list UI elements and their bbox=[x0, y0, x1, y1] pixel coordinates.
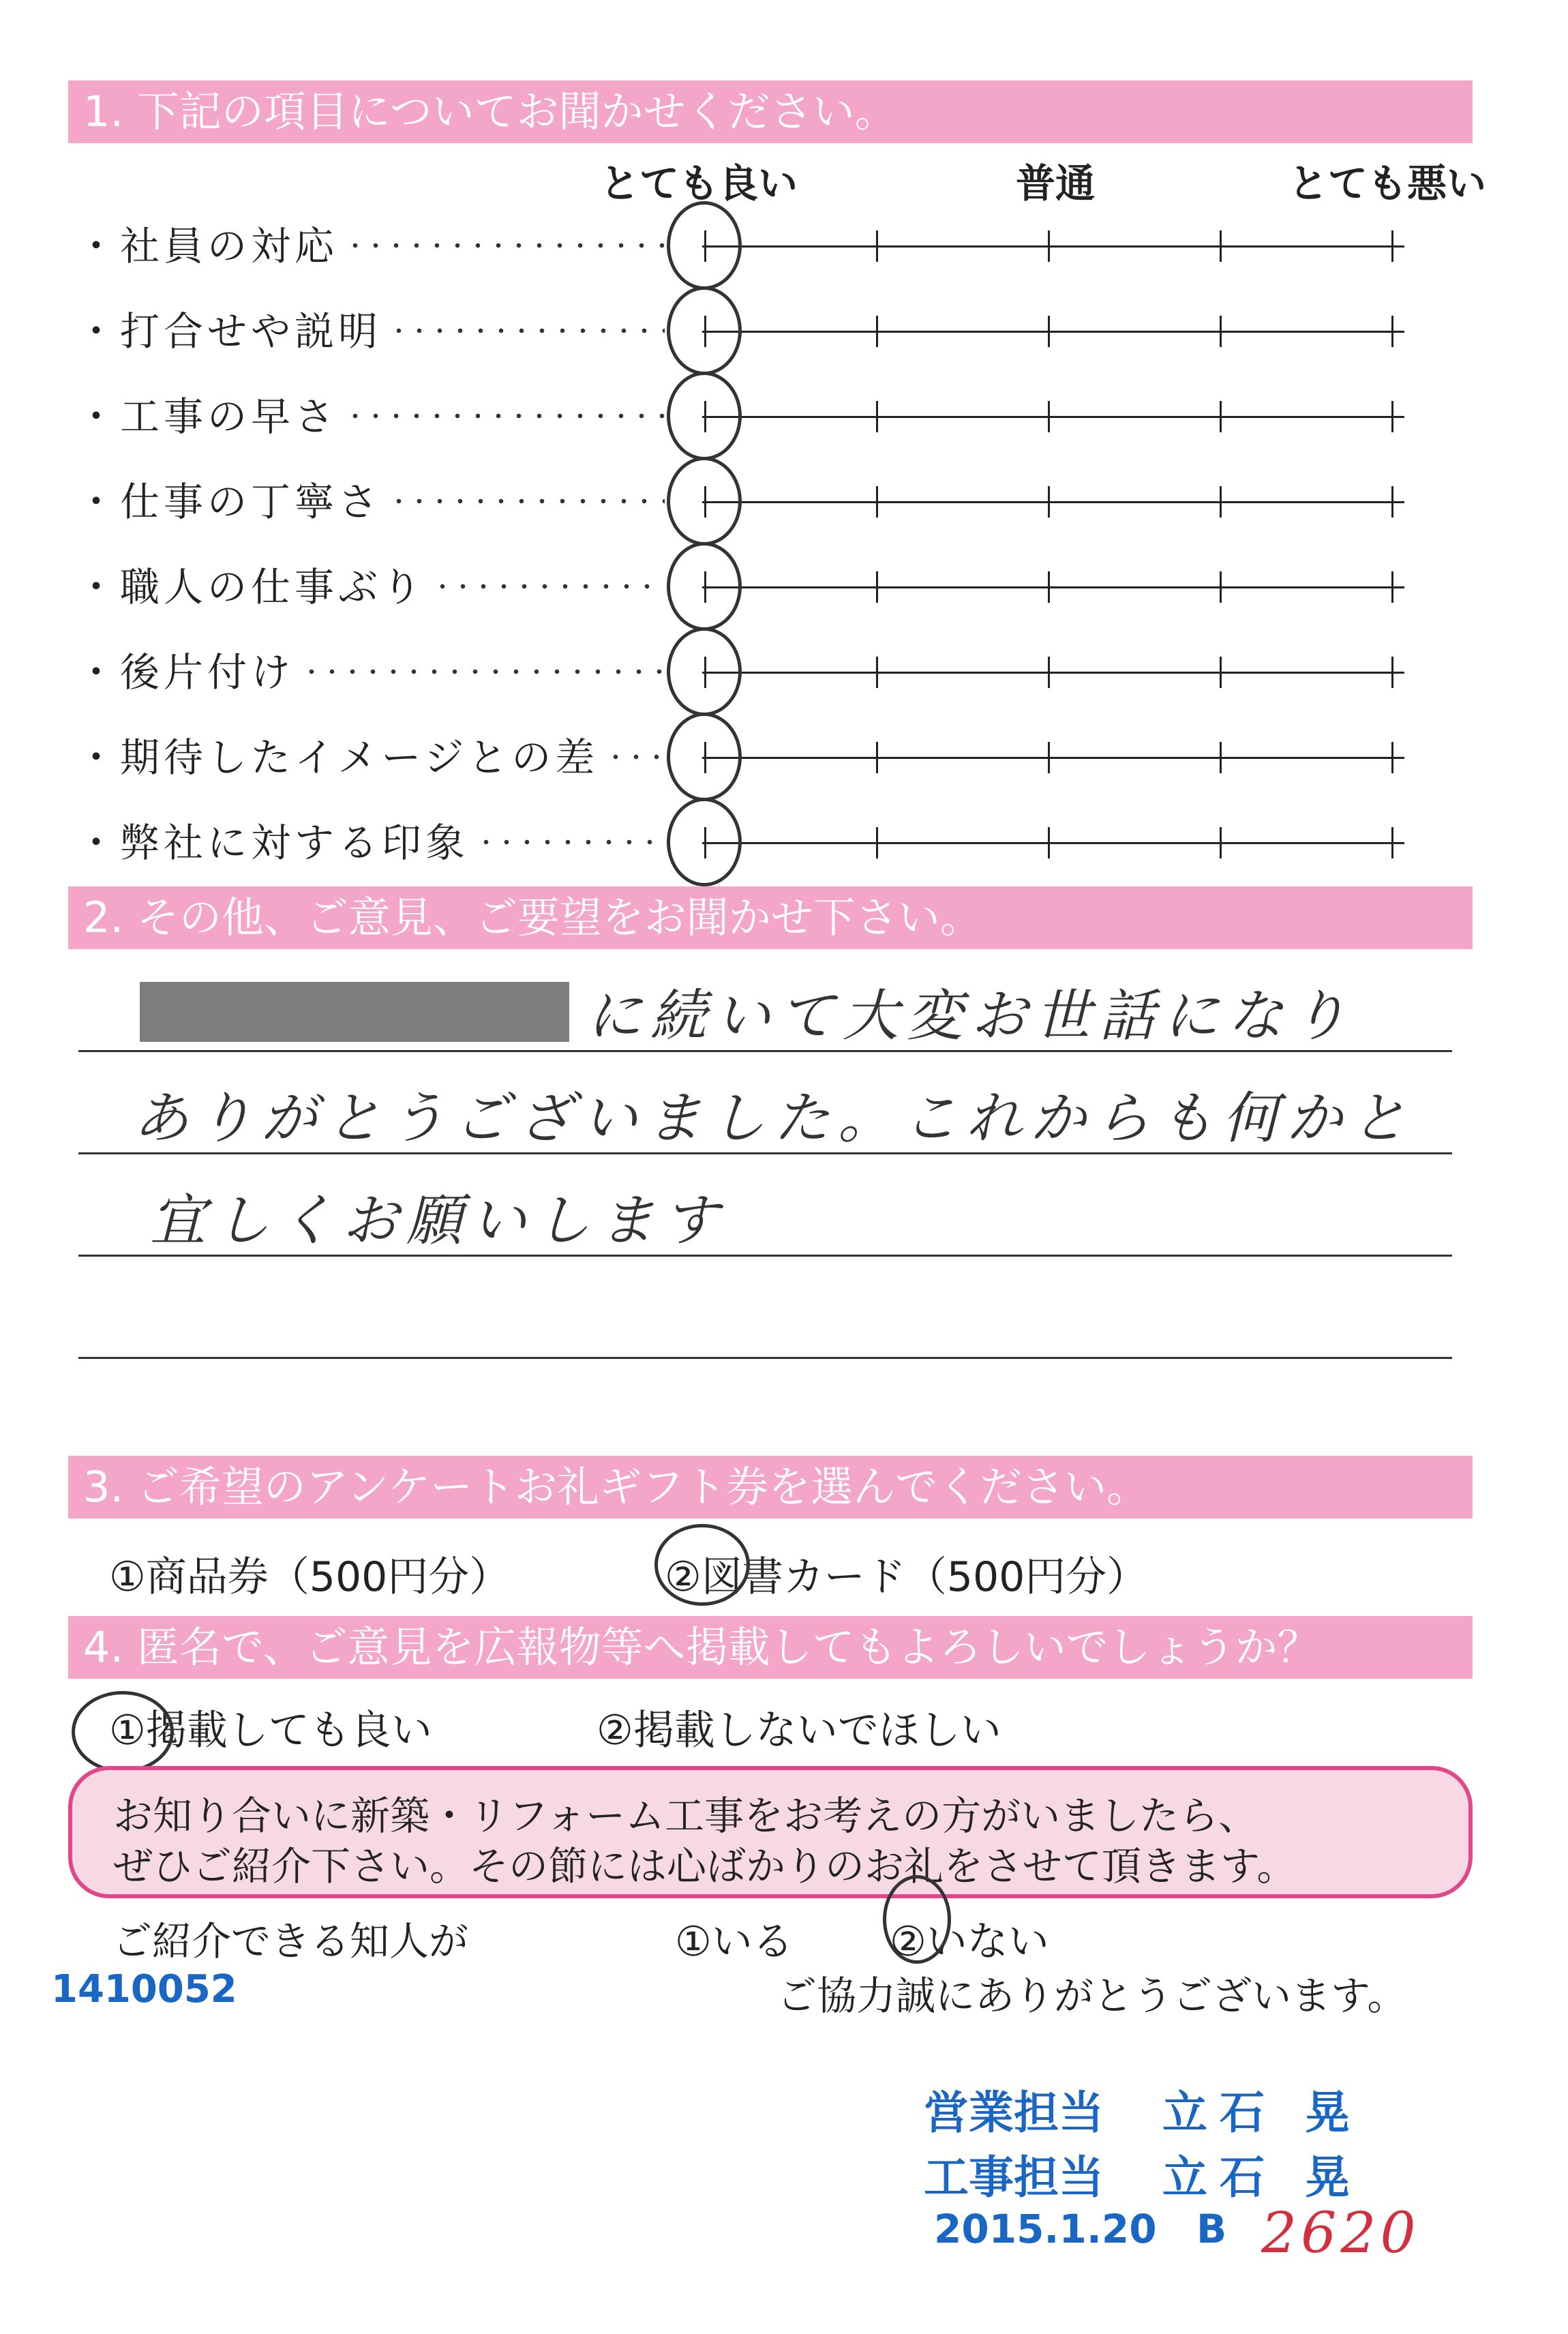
section1-heading: 1. 下記の項目についてお聞かせください。 bbox=[68, 80, 1473, 143]
answer-line bbox=[78, 1357, 1452, 1359]
leader-dots bbox=[476, 839, 665, 845]
rating-scale-line bbox=[702, 757, 1404, 759]
rating-option-4[interactable] bbox=[1220, 316, 1222, 347]
selection-circle-mark bbox=[667, 457, 742, 545]
selection-circle-mark bbox=[667, 372, 742, 460]
rating-option-3[interactable] bbox=[1048, 230, 1050, 262]
leader-dots bbox=[345, 413, 665, 419]
rating-option-4[interactable] bbox=[1220, 657, 1222, 688]
rating-option-2[interactable] bbox=[876, 571, 878, 603]
leader-dots bbox=[389, 498, 665, 504]
gift-option-merchandise[interactable]: ①商品券（500円分） bbox=[109, 1553, 511, 1601]
rating-option-5[interactable] bbox=[1391, 571, 1393, 603]
rating-option-2[interactable] bbox=[876, 827, 878, 858]
section2-heading: 2. その他、ご意見、ご要望をお聞かせ下さい。 bbox=[68, 886, 1473, 949]
rating-item-label: ・職人の仕事ぶり bbox=[76, 564, 426, 610]
leader-dots bbox=[432, 584, 665, 589]
rating-scale-line bbox=[702, 245, 1404, 248]
referral-option-no[interactable]: ②いない bbox=[890, 1918, 1049, 1966]
thanks-message: ご協力誠にありがとうございます。 bbox=[777, 1973, 1407, 2019]
grade-code: B bbox=[1196, 2206, 1227, 2252]
notice-line-1: お知り合いに新築・リフォーム工事をお考えの方がいましたら、 bbox=[113, 1793, 1258, 1839]
notice-line-2: ぜひご紹介下さい。その節には心ばかりのお礼をさせて頂きます。 bbox=[113, 1843, 1297, 1889]
leader-dots bbox=[605, 754, 665, 760]
redacted-name bbox=[140, 982, 569, 1042]
rating-item-label: ・期待したイメージとの差 bbox=[76, 734, 599, 781]
publish-option-no[interactable]: ②掲載しないでほしい bbox=[597, 1707, 1001, 1754]
rating-item-label: ・弊社に対する印象 bbox=[76, 820, 470, 866]
rating-option-3[interactable] bbox=[1048, 571, 1050, 603]
scale-label-best: とても良い bbox=[600, 160, 798, 207]
rating-option-5[interactable] bbox=[1391, 827, 1393, 858]
rating-option-5[interactable] bbox=[1391, 230, 1393, 262]
rating-item-label: ・打合せや説明 bbox=[76, 308, 382, 355]
rating-item-label: ・社員の対応 bbox=[76, 223, 339, 269]
rating-option-5[interactable] bbox=[1391, 316, 1393, 347]
handwritten-comment-line2: ありがとうございました。これからも何かと bbox=[133, 1086, 1415, 1151]
leader-dots bbox=[301, 669, 665, 674]
leader-dots bbox=[345, 243, 665, 248]
rating-item-label: ・仕事の丁寧さ bbox=[76, 479, 382, 525]
selection-circle-mark bbox=[72, 1691, 174, 1773]
selection-circle-mark bbox=[883, 1875, 951, 1964]
rating-scale-line bbox=[702, 501, 1404, 503]
construction-staff-label: 工事担当 bbox=[924, 2151, 1104, 2204]
rating-option-3[interactable] bbox=[1048, 316, 1050, 347]
selection-circle-mark bbox=[667, 542, 742, 631]
rating-option-4[interactable] bbox=[1220, 571, 1222, 603]
referral-notice bbox=[68, 1766, 1473, 1898]
rating-scale-line bbox=[702, 416, 1404, 418]
selection-circle-mark bbox=[667, 798, 742, 886]
selection-circle-mark bbox=[667, 286, 742, 375]
rating-option-4[interactable] bbox=[1220, 486, 1222, 518]
publish-option-ok[interactable]: ①掲載しても良い bbox=[109, 1707, 432, 1754]
rating-option-2[interactable] bbox=[876, 230, 878, 262]
rating-option-4[interactable] bbox=[1220, 230, 1222, 262]
rating-option-5[interactable] bbox=[1391, 401, 1393, 432]
rating-option-5[interactable] bbox=[1391, 742, 1393, 773]
section3-heading: 3. ご希望のアンケートお礼ギフト券を選んでください。 bbox=[68, 1456, 1473, 1518]
handwritten-comment-line3: 宜しくお願いします bbox=[150, 1188, 727, 1253]
rating-option-5[interactable] bbox=[1391, 657, 1393, 688]
rating-scale-line bbox=[702, 586, 1404, 588]
rating-option-3[interactable] bbox=[1048, 742, 1050, 773]
rating-option-2[interactable] bbox=[876, 486, 878, 518]
sales-staff-name: 立石 晃 bbox=[1162, 2086, 1362, 2139]
handwritten-number: 2620 bbox=[1261, 2201, 1420, 2266]
handwritten-comment-line1: に続いて大変お世話になり bbox=[586, 984, 1355, 1049]
rating-option-2[interactable] bbox=[876, 401, 878, 432]
referral-question: ご紹介できる知人が bbox=[112, 1918, 469, 1964]
rating-option-4[interactable] bbox=[1220, 827, 1222, 858]
rating-scale-line bbox=[702, 672, 1404, 674]
leader-dots bbox=[389, 328, 665, 333]
rating-scale-line bbox=[702, 331, 1404, 333]
rating-option-3[interactable] bbox=[1048, 486, 1050, 518]
gift-option-book-card[interactable]: ②図書カード（500円分） bbox=[665, 1553, 1148, 1601]
referral-option-yes[interactable]: ①いる bbox=[675, 1918, 794, 1966]
selection-circle-mark bbox=[667, 713, 742, 801]
rating-option-2[interactable] bbox=[876, 742, 878, 773]
rating-option-5[interactable] bbox=[1391, 486, 1393, 518]
rating-option-2[interactable] bbox=[876, 316, 878, 347]
rating-option-4[interactable] bbox=[1220, 401, 1222, 432]
construction-staff-name: 立石 晃 bbox=[1162, 2151, 1362, 2204]
selection-circle-mark bbox=[667, 627, 742, 716]
rating-option-3[interactable] bbox=[1048, 827, 1050, 858]
survey-date: 2015.1.20 bbox=[934, 2206, 1157, 2252]
section4-heading: 4. 匿名で、ご意見を広報物等へ掲載してもよろしいでしょうか？ bbox=[68, 1616, 1473, 1679]
rating-scale-line bbox=[702, 842, 1404, 844]
rating-option-2[interactable] bbox=[876, 657, 878, 688]
customer-code: 1410052 bbox=[51, 1967, 237, 2011]
rating-option-3[interactable] bbox=[1048, 401, 1050, 432]
scale-label-neutral: 普通 bbox=[1016, 160, 1096, 207]
selection-circle-mark bbox=[654, 1524, 750, 1606]
rating-item-label: ・後片付け bbox=[76, 649, 295, 695]
scale-label-worst: とても悪い bbox=[1288, 160, 1487, 207]
rating-option-3[interactable] bbox=[1048, 657, 1050, 688]
sales-staff-label: 営業担当 bbox=[924, 2086, 1104, 2139]
selection-circle-mark bbox=[667, 201, 742, 290]
rating-item-label: ・工事の早さ bbox=[76, 393, 339, 440]
rating-option-4[interactable] bbox=[1220, 742, 1222, 773]
